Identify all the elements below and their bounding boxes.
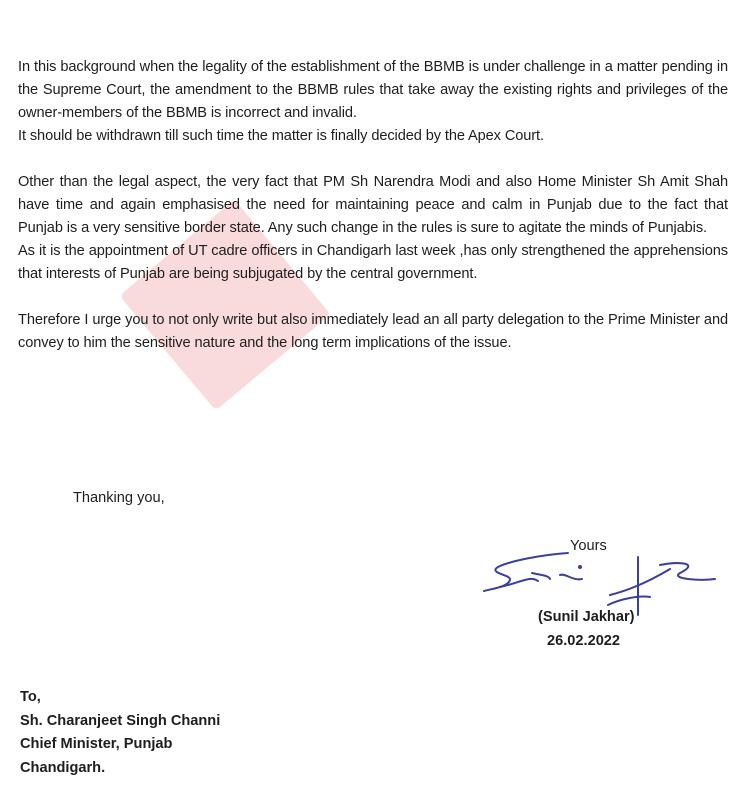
valediction: Yours [570, 538, 607, 554]
paragraph-legal-aspect: Other than the legal aspect, the very fact that PM Sh Narendra Modi and also Home Minister Sh Amit Shah have time and again emphasised the need for maintaining peace and calm in Punjab due to the fact that Punjab is a very sensitive border state. Any such change in the rules is sure to agitate the minds of Punjabis. [18, 174, 728, 236]
paragraph-ut-cadre: As it is the appointment of UT cadre officers in Chandigarh last week ,has only strengthened the apprehensions that interests of Punjab are being subjugated by the central government. [18, 243, 728, 282]
paragraph-withdraw: It should be withdrawn till such time the matter is finally decided by the Apex Court. [18, 128, 544, 144]
recipient-designation: Chief Minister, Punjab [20, 736, 173, 752]
recipient-place: Chandigarh. [20, 759, 106, 776]
recipient-address [20, 686, 220, 780]
recipient-name: Sh. Charanjeet Singh Channi [20, 712, 221, 729]
paragraph-legality: In this background when the legality of the establishment of the BBMB is under challenge in a matter pending in the Supreme Court, the amendment to the BBMB rules that take away the existing rights and privileges of the owner-members of the BBMB is incorrect and invalid. [18, 59, 728, 121]
paragraph-urge: Therefore I urge you to not only write but also immediately lead an all party delegation to the Prime Minister and convey to him the sensitive nature and the long term implications of the issue. [18, 312, 728, 351]
closing-text: Thanking you, [73, 490, 165, 506]
signatory-name: (Sunil Jakhar) [538, 609, 635, 625]
letter-body [18, 56, 728, 355]
recipient-salutation: To, [20, 689, 41, 705]
letter-date: 26.02.2022 [547, 633, 621, 649]
